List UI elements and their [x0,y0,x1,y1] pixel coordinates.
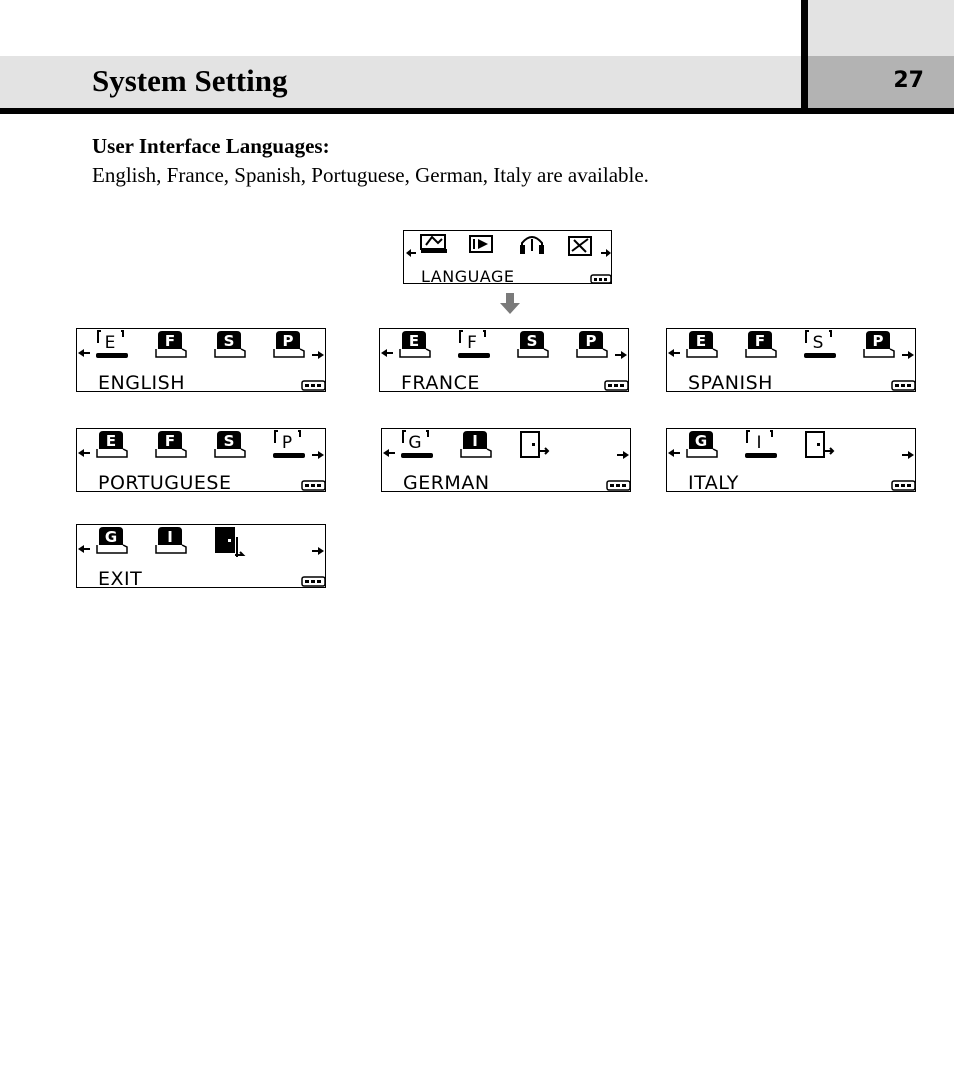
battery-icon [607,481,630,490]
section-heading: User Interface Languages: [92,134,330,158]
language-p-icon [864,331,894,357]
settings-icon [421,235,447,253]
language-s-icon [518,331,548,357]
svg-text:I: I [472,432,478,450]
left-arrow-icon [381,349,393,357]
svg-text:G: G [408,433,422,453]
lcd-label: GERMAN [403,472,490,494]
right-arrow-icon [312,451,324,459]
right-arrow-icon [601,249,611,257]
language-e-icon [400,331,430,357]
language-g-icon [687,431,717,457]
exit-door-icon [215,527,243,557]
svg-text:F: F [164,332,176,350]
down-arrow-icon [499,293,521,315]
battery-icon [302,481,325,490]
header-divider [801,0,808,110]
battery-icon [591,275,611,283]
right-arrow-icon [902,351,914,359]
right-arrow-icon [312,547,324,555]
section-body: English, France, Spanish, Portuguese, German, Italy are available. [92,163,649,187]
svg-text:G: G [104,528,118,546]
page-title: System Setting [92,63,288,98]
svg-text:F: F [164,432,176,450]
lcd-label: PORTUGUESE [98,472,232,494]
svg-text:P: P [281,433,293,453]
svg-text:E: E [695,332,707,350]
language-i-icon [745,431,777,458]
right-arrow-icon [617,451,629,459]
right-arrow-icon [615,351,627,359]
left-arrow-icon [383,449,395,457]
language-e-icon [687,331,717,357]
lcd-label: SPANISH [688,372,773,394]
video-icon [470,236,492,252]
right-arrow-icon [312,351,324,359]
lcd-screen-france [379,328,629,392]
svg-text:P: P [585,332,597,350]
svg-text:I: I [167,528,173,546]
battery-icon [605,381,628,390]
language-e-icon [96,331,128,358]
lcd-screen-portuguese [76,428,326,492]
lcd-screen-spanish [666,328,916,392]
svg-text:S: S [223,332,235,350]
language-i-icon [461,431,491,457]
svg-text:E: E [105,432,117,450]
svg-text:S: S [526,332,538,350]
lcd-label: FRANCE [401,372,480,394]
lcd-label: LANGUAGE [421,267,515,286]
exit-door-icon [806,432,833,457]
lcd-label: EXIT [98,568,143,590]
language-p-icon [274,331,304,357]
page-number-box [808,56,954,108]
header-rule [0,108,954,114]
language-p-icon [577,331,607,357]
language-f-icon [156,331,186,357]
language-s-icon [215,331,245,357]
language-f-icon [156,431,186,457]
exit-door-icon [521,432,548,457]
lcd-screen-exit [76,524,326,588]
right-arrow-icon [902,451,914,459]
battery-icon [302,381,325,390]
svg-text:G: G [694,432,708,450]
page-number: 27 [893,68,924,93]
svg-text:P: P [282,332,294,350]
svg-text:F: F [754,332,766,350]
left-arrow-icon [78,449,90,457]
svg-text:F: F [467,333,477,353]
language-e-icon [97,431,127,457]
language-s-icon [804,331,836,358]
svg-text:S: S [812,333,824,353]
lcd-screen-german [381,428,631,492]
left-arrow-icon [78,349,90,357]
svg-text:S: S [223,432,235,450]
header-corner [808,0,954,56]
left-arrow-icon [406,249,416,257]
language-g-icon [97,527,127,553]
lcd-label: ITALY [688,472,739,494]
lcd-screen-english [76,328,326,392]
lcd-label: ENGLISH [98,372,185,394]
svg-text:P: P [872,332,884,350]
left-arrow-icon [668,449,680,457]
battery-icon [892,381,915,390]
language-f-icon [458,331,490,358]
language-s-icon [215,431,245,457]
svg-text:E: E [408,332,420,350]
lcd-screen-language [403,230,612,284]
language-g-icon [401,431,433,458]
battery-icon [892,481,915,490]
svg-text:I: I [756,433,762,453]
language-p-icon [273,431,305,458]
battery-icon [302,577,325,586]
left-arrow-icon [78,545,90,553]
lcd-screen-italy [666,428,916,492]
language-i-icon [156,527,186,553]
svg-text:E: E [104,333,116,353]
language-f-icon [746,331,776,357]
tools-icon [569,237,591,255]
left-arrow-icon [668,349,680,357]
headphones-icon [520,237,544,254]
